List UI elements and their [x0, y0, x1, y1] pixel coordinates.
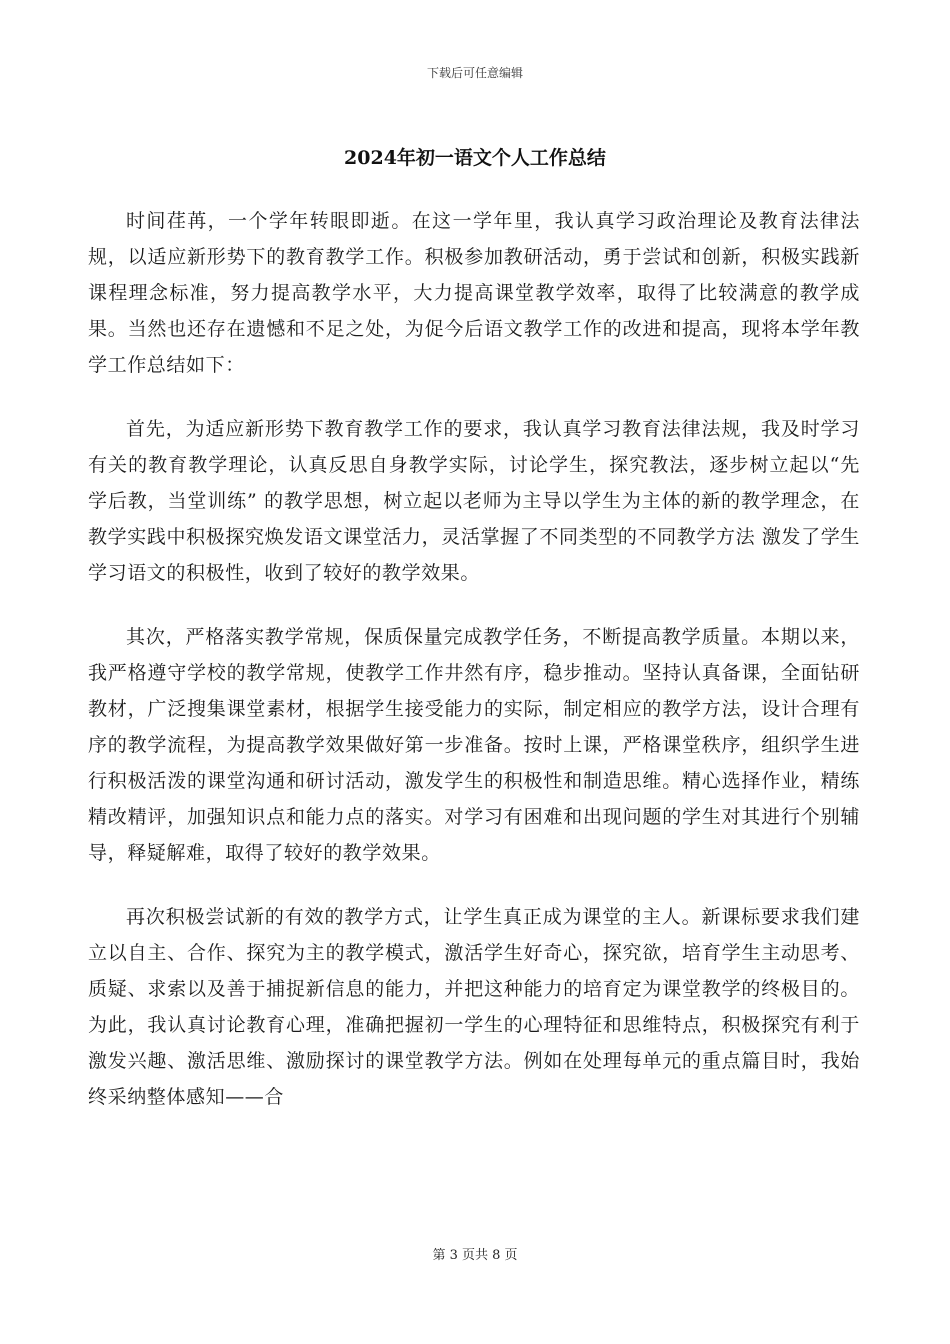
- paragraph-intro: 时间荏苒，一个学年转眼即逝。在这一学年里，我认真学习政治理论及教育法律法规，以适应新形势下的教育教学工作。积极参加教研活动，勇于尝试和创新，积极实践新课程理念标准，努力提高教学水平，大力提高课堂教学效率，取得了比较满意的教学成果。当然也还存在遗憾和不足之处，为促今后语文教学工作的改进和提高，现将本学年教学工作总结如下：: [88, 210, 860, 376]
- page-header-note: 下载后可任意编辑: [426, 66, 523, 80]
- paragraph-third: 再次积极尝试新的有效的教学方式，让学生真正成为课堂的主人。新课标要求我们建立以自主、合作、探究为主的教学模式，激活学生好奇心，探究欲，培育学生主动思考、质疑、求索以及善于捕捉新信息的能力，并把这种能力的培育定为课堂教学的终极目的。为此，我认真讨论教育心理，准确把握初一学生的心理特征和思维特点，积极探究有利于激发兴趣、激活思维、激励探讨的课堂教学方法。例如在处理每单元的重点篇目时，我始终采纳整体感知——合: [88, 906, 860, 1108]
- paragraph-first: 首先，为适应新形势下教育教学工作的要求，我认真学习教育法律法规，我及时学习有关的教育教学理论，认真反思自身教学实际，讨论学生，探究教法，逐步树立起以“先学后教，当堂训练” 的教学思想，树立起以老师为主导以学生为主体的新的教学理念，在教学实践中积极探究焕发语文课堂活力，灵活掌握了不同类型的不同教学方法 激发了学生学习语文的积极性，收到了较好的教学效果。: [88, 418, 860, 584]
- page-number: 第 3 页共 8 页: [432, 1248, 518, 1263]
- document-title: 2024年初一语文个人工作总结: [344, 147, 606, 169]
- document-body: [88, 203, 860, 1143]
- paragraph-second: 其次，严格落实教学常规，保质保量完成教学任务，不断提高教学质量。本期以来，我严格遵守学校的教学常规，使教学工作井然有序，稳步推动。坚持认真备课，全面钻研教材，广泛搜集课堂素材，根据学生接受能力的实际，制定相应的教学方法，设计合理有序的教学流程，为提高教学效果做好第一步准备。按时上课，严格课堂秩序，组织学生进行积极活泼的课堂沟通和研讨活动，激发学生的积极性和制造思维。精心选择作业，精练精改精评，加强知识点和能力点的落实。对学习有困难和出现问题的学生对其进行个别辅导，释疑解难，取得了较好的教学效果。: [88, 626, 860, 864]
